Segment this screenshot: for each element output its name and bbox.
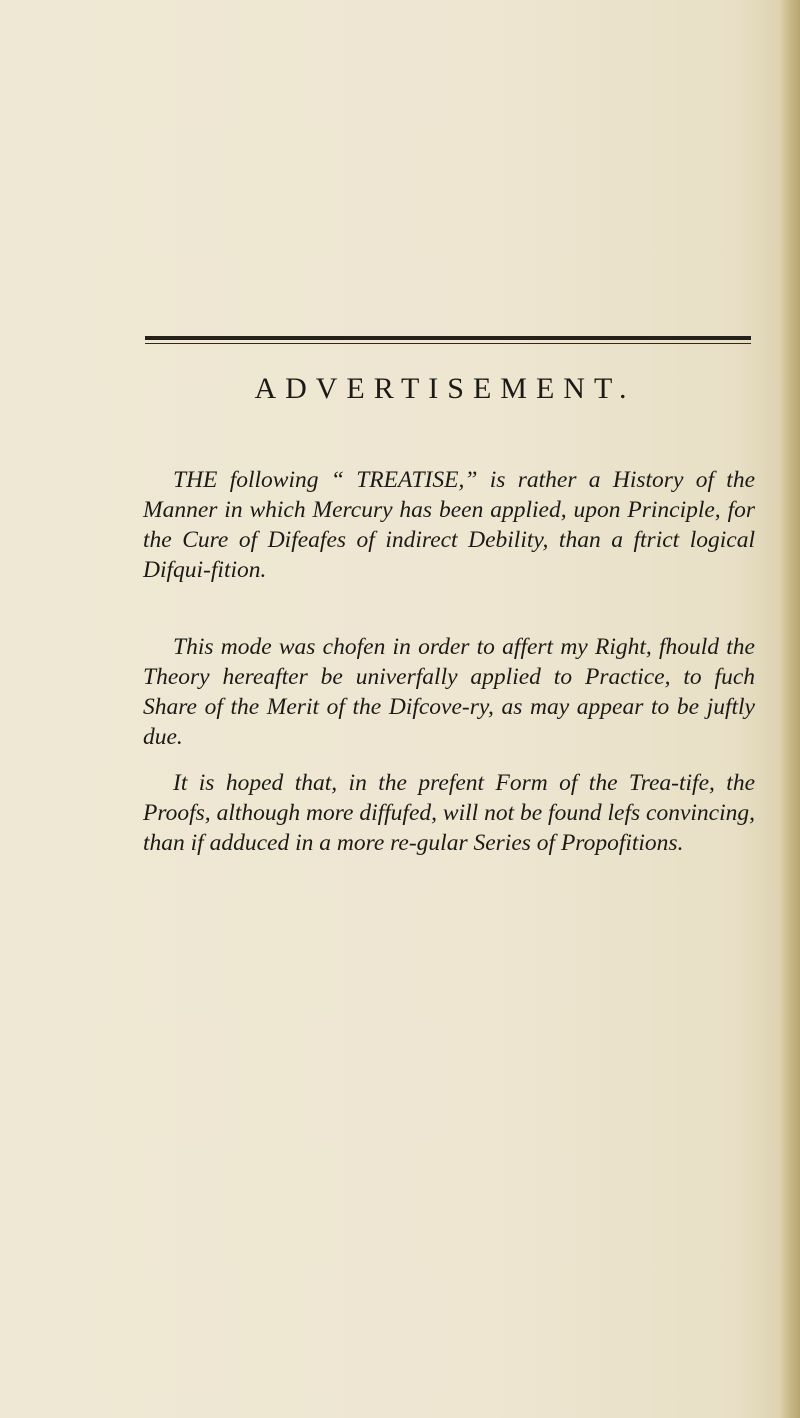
header-rule-thin: [145, 343, 751, 344]
header-rule-thick: [145, 336, 751, 340]
page-heading: ADVERTISEMENT.: [254, 372, 636, 405]
paragraph-3: It is hoped that, in the prefent Form of the Trea-tife, the Proofs, although more diffufed, will not be found lefs convincing, than if adduced in a more re-gular Series of Propofitions.: [143, 770, 755, 856]
page-edge-shadow: [778, 0, 800, 1418]
paragraph-1: THE following “ TREATISE,” is rather a History of the Manner in which Mercury has been applied, upon Principle, for the Cure of Difeafes of indirect Debility, than a ftrict logical Difqui-fition.: [143, 467, 755, 583]
paragraph-2: This mode was chofen in order to affert my Right, fhould the Theory hereafter be univerfally applied to Practice, to fuch Share of the Merit of the Difcove-ry, as may appear to be juftly due.: [143, 634, 755, 750]
